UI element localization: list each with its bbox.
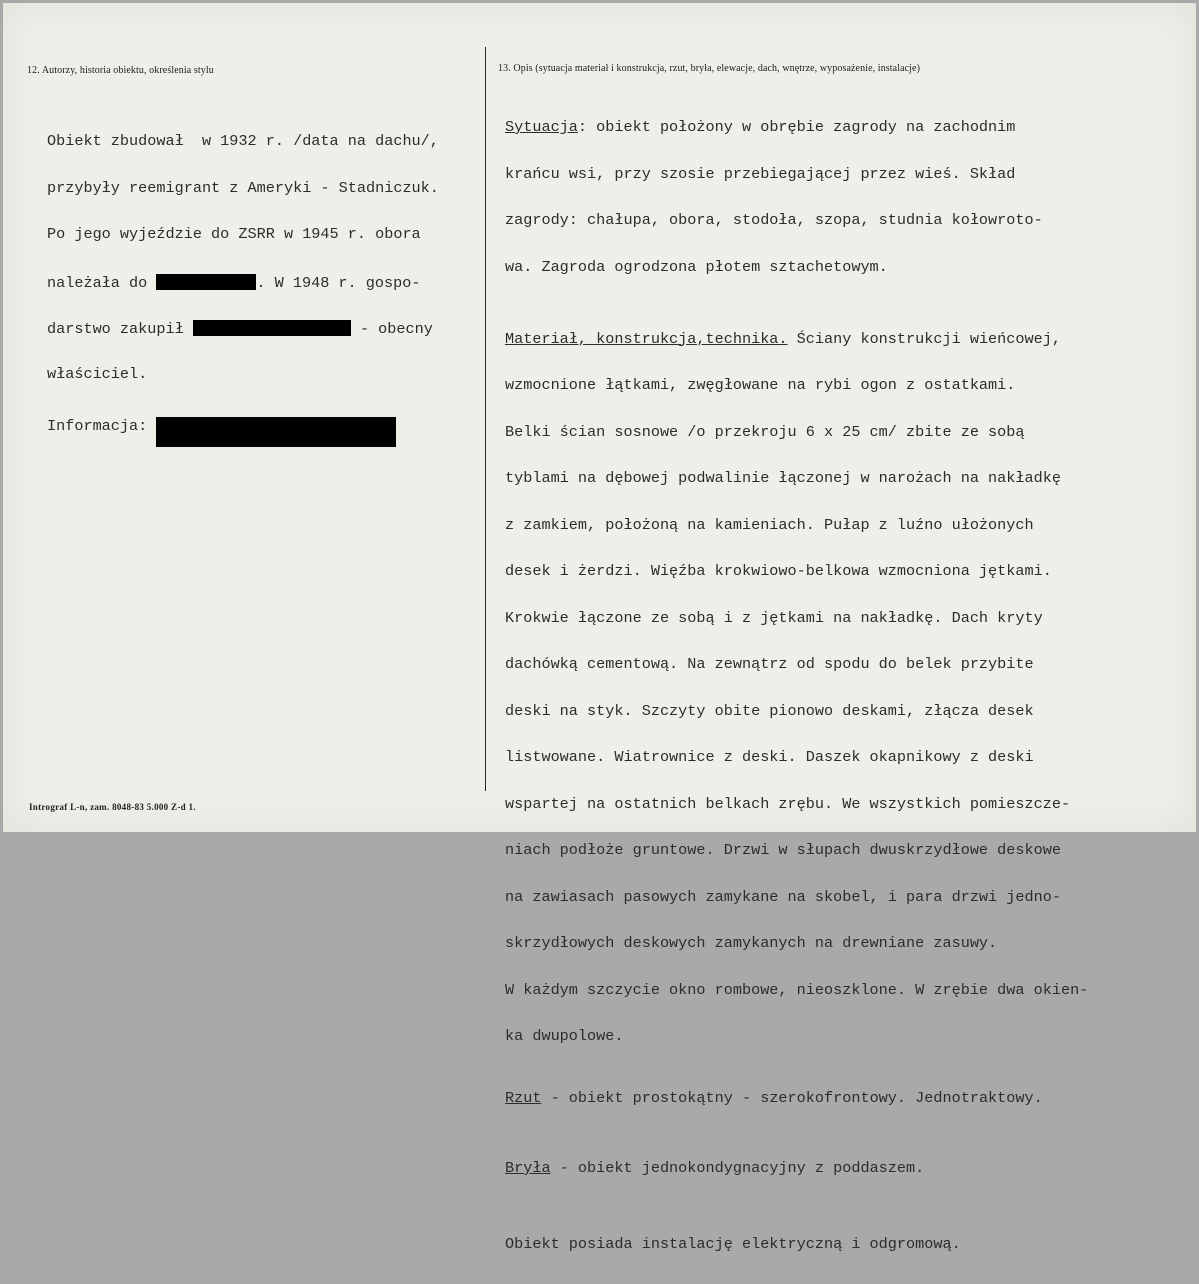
bryla-label: Bryła: [505, 1159, 551, 1177]
rzut-label: Rzut: [505, 1089, 542, 1107]
redacted-name: [193, 320, 351, 336]
history-line: właściciel.: [47, 364, 148, 383]
history-line: przybyły reemigrant z Ameryki - Stadniczuk.: [47, 178, 439, 197]
material-line: wzmocnione łątkami, zwęgłowane na rybi ogon z ostatkami.: [505, 376, 1016, 394]
material-line: na zawiasach pasowych zamykane na skobel, i para drzwi jedno-: [505, 887, 1061, 906]
section-12-heading: 12. Autorzy, historia obiektu, określenia stylu: [27, 65, 214, 76]
material-line: z zamkiem, położoną na kamieniach. Pułap z luźno ułożonych: [505, 515, 1034, 534]
redacted-informant: [156, 417, 396, 447]
material-line: desek i żerdzi. Więźba krokwiowo-belkowa wzmocniona jętkami.: [505, 562, 1052, 580]
material-line: tyblami na dębowej podwalinie łączonej w narożach na nakładkę: [505, 469, 1061, 487]
history-text: [47, 103, 439, 464]
material-label: Materiał, konstrukcja,technika.: [505, 329, 788, 348]
material-line: wspartej na ostatnich belkach zrębu. We wszystkich pomieszcze-: [505, 794, 1071, 813]
description-text: [505, 89, 1088, 1284]
material-line: dachówką cementową. Na zewnątrz od spodu do belek przybite: [505, 655, 1034, 673]
bryla-line: Bryła - obiekt jednokondygnacyjny z poddaszem.: [505, 1159, 925, 1177]
history-line: darstwo zakupił - obecny: [47, 320, 433, 338]
sytuacja-line: zagrody: chałupa, obora, stodoła, szopa, studnia kołowroto-: [505, 211, 1043, 229]
instalacje-line: Obiekt posiada instalację elektryczną i odgromową.: [505, 1235, 961, 1253]
history-line: Po jego wyjeździe do ZSRR w 1945 r. obora: [47, 225, 421, 243]
sytuacja-line: krańcu wsi, przy szosie przebiegającej przez wieś. Skład: [505, 164, 1016, 183]
material-line: ka dwupolowe.: [505, 1027, 624, 1045]
rzut-line: Rzut - obiekt prostokątny - szerokofrontowy. Jednotraktowy.: [505, 1089, 1043, 1107]
material-line: deski na styk. Szczyty obite pionowo deskami, złącza desek: [505, 701, 1034, 720]
section-13-heading: 13. Opis (sytuacja materiał i konstrukcja, rzut, bryła, elewacje, dach, wnętrze, wyposażenie, instalacje): [498, 63, 920, 74]
material-line: Belki ścian sosnowe /o przekroju 6 x 25 cm/ zbite ze sobą: [505, 422, 1025, 441]
history-line: należała do . W 1948 r. gospo-: [47, 273, 421, 292]
sytuacja-label: Sytuacja: [505, 118, 578, 136]
material-line: Materiał, konstrukcja,technika. Ściany konstrukcji wieńcowej,: [505, 329, 1061, 348]
sytuacja-line: wa. Zagroda ogrodzona płotem sztachetowym.: [505, 257, 888, 276]
document-sheet: [3, 3, 1196, 1253]
redacted-name: [156, 274, 256, 290]
column-divider: [485, 47, 486, 791]
history-line: Obiekt zbudował w 1932 r. /data na dachu/,: [47, 132, 439, 150]
material-line: W każdym szczycie okno rombowe, nieoszklone. W zrębie dwa okien-: [505, 980, 1089, 999]
material-line: Krokwie łączone ze sobą i z jętkami na nakładkę. Dach kryty: [505, 608, 1043, 627]
information-line: Informacja:: [47, 417, 439, 433]
material-line: niach podłoże gruntowe. Drzwi w słupach dwuskrzydłowe deskowe: [505, 841, 1061, 859]
material-line: skrzydłowych deskowych zamykanych na drewniane zasuwy.: [505, 934, 998, 952]
sytuacja-line: Sytuacja: obiekt położony w obrębie zagrody na zachodnim: [505, 118, 1016, 136]
printer-imprint: Intrograf L-n, zam. 8048-83 5.000 Z-d 1.: [29, 802, 196, 812]
material-line: listwowane. Wiatrownice z deski. Daszek okapnikowy z deski: [505, 748, 1034, 766]
